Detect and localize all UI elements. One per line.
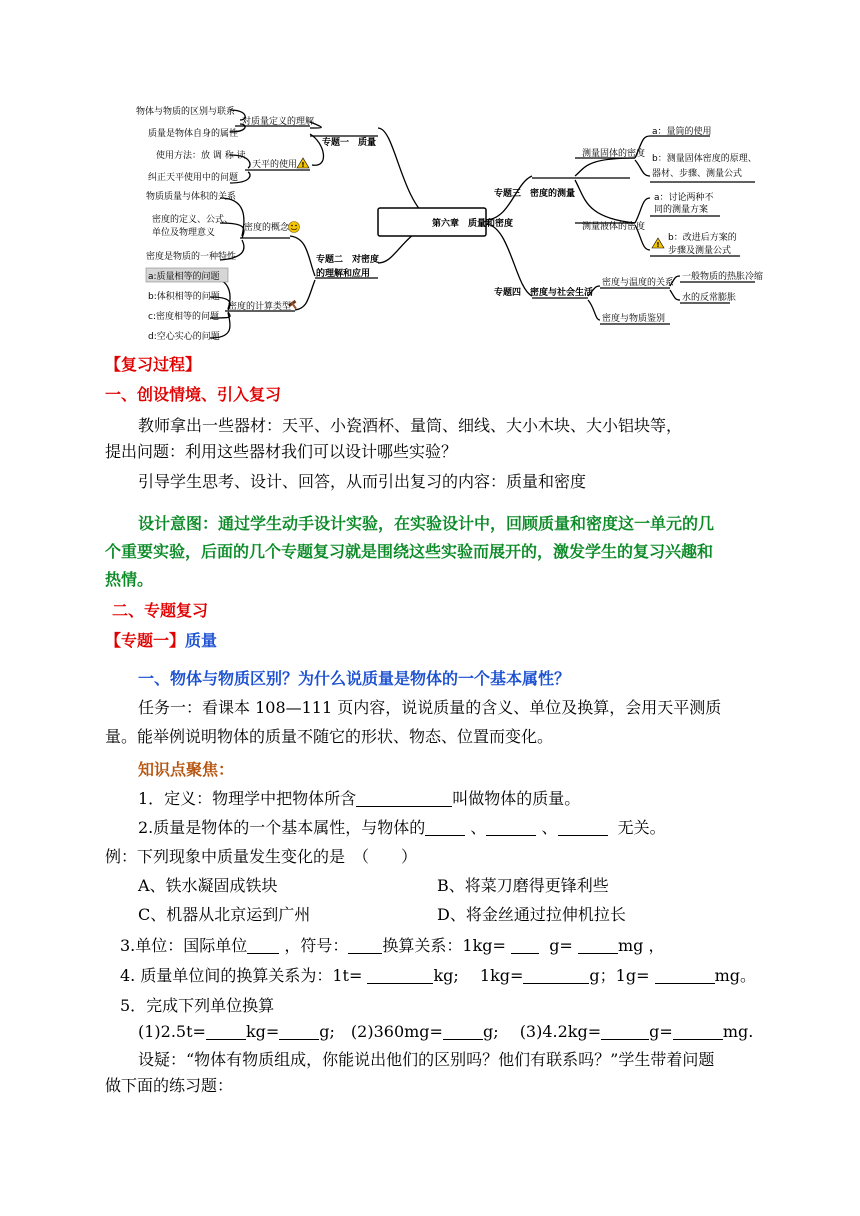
blank-field[interactable] xyxy=(655,967,715,984)
separator: 、 xyxy=(541,818,558,837)
separator: 、 xyxy=(470,818,487,837)
svg-text:!: ! xyxy=(301,161,305,169)
example-question: 例：下列现象中质量发生变化的是 （ ） xyxy=(105,847,418,866)
conversion-exercise xyxy=(138,1022,753,1042)
item-text: ，符号： xyxy=(284,936,349,955)
question-prompt: 做下面的练习题： xyxy=(105,1076,234,1095)
item-text: g= xyxy=(549,936,573,955)
item-text: mg. xyxy=(722,1022,754,1041)
topic1-name: 质量 xyxy=(185,631,218,650)
item-text: (1)2.5t= xyxy=(138,1022,206,1041)
warning-icon xyxy=(652,238,664,249)
item-text: g; (2)360mg= xyxy=(319,1022,443,1041)
paragraph: 提出问题：利用这些器材我们可以设计哪些实验？ xyxy=(105,442,458,461)
paragraph: 教师拿出一些器材：天平、小瓷酒杯、量筒、细线、大小木块、大小铝块等， xyxy=(138,416,683,435)
item-text: 换算关系：1kg= xyxy=(382,936,506,955)
item-text: kg= xyxy=(245,1022,280,1041)
option-c: C、机器从北京运到广州 xyxy=(138,905,311,924)
item-text: 1．定义：物理学中把物体所含 xyxy=(138,789,357,808)
item-text: 3.单位：国际单位 xyxy=(120,936,248,955)
item-text: 4. 质量单位间的换算关系为：1t= xyxy=(120,966,363,985)
item-4 xyxy=(120,966,756,986)
topic1-bracket: 【专题一】 xyxy=(105,631,186,650)
blank-field[interactable] xyxy=(601,1023,649,1040)
item-5: 5．完成下列单位换算 xyxy=(120,996,275,1015)
mindmap-t4-ident: 密度与物质鉴别 xyxy=(602,314,666,324)
mindmap-leaf: 器材、步骤、测量公式 xyxy=(652,169,743,179)
blank-field[interactable] xyxy=(206,1023,246,1040)
mindmap-t4-temp: 密度与温度的关系 xyxy=(602,278,675,288)
design-intent xyxy=(105,510,765,594)
blank-field[interactable] xyxy=(425,819,465,836)
mindmap-leaf: a：量筒的使用 xyxy=(652,127,712,137)
mindmap-t2-calc: 密度的计算类型 xyxy=(228,302,292,312)
mindmap-t3-liquid: 测量液体的密度 xyxy=(582,222,646,232)
blank-field[interactable] xyxy=(279,1023,319,1040)
design-intent-line: 个重要实验，后面的几个专题复习就是围绕这些实验而展开的，激发学生的复习兴趣和 xyxy=(105,542,714,561)
warning-icon xyxy=(297,158,309,169)
item-3 xyxy=(120,936,664,956)
mindmap-topic3: 专题三 密度的测量 xyxy=(494,189,576,199)
blank-field[interactable] xyxy=(367,967,433,984)
mindmap-topic2-line2: 的理解和应用 xyxy=(316,269,371,279)
mindmap-leaf: b:体积相等的问题 xyxy=(148,292,220,302)
mindmap-leaf: a:质量相等的问题 xyxy=(148,272,220,282)
mindmap-leaf: c:密度相等的问题 xyxy=(148,312,219,322)
item-text: 叫做物体的质量。 xyxy=(452,789,581,808)
item-text: mg。 xyxy=(714,966,757,985)
mind-map xyxy=(130,98,770,353)
item-text: 无关。 xyxy=(617,818,666,837)
blank-field[interactable] xyxy=(443,1023,483,1040)
mindmap-t1-balance: 天平的使用 xyxy=(252,160,298,170)
topic1-heading xyxy=(105,631,217,651)
mindmap-leaf: 物体与物质的区别与联系 xyxy=(136,107,236,117)
mindmap-leaf: b：改进后方案的 xyxy=(668,233,737,243)
mindmap-center: 第六章 质量和密度 xyxy=(432,219,514,229)
mindmap-leaf: 质量是物体自身的属性 xyxy=(148,129,239,139)
mindmap-topic1: 专题一 质量 xyxy=(322,138,377,148)
item-text: 2.质量是物体的一个基本属性，与物体的 xyxy=(138,818,426,837)
mindmap-leaf: 使用方法：放 调 称 读 xyxy=(156,151,246,161)
mindmap-leaf: d:空心实心的问题 xyxy=(148,332,220,342)
blank-field[interactable] xyxy=(578,937,618,954)
mindmap-leaf: a：讨论两种不 xyxy=(654,193,714,203)
mindmap-t1-def: 对质量定义的理解 xyxy=(242,117,315,127)
blank-field[interactable] xyxy=(511,937,539,954)
blank-field[interactable] xyxy=(523,967,589,984)
item-text: g; (3)4.2kg= xyxy=(482,1022,602,1041)
mindmap-t3-solid: 测量固体的密度 xyxy=(582,149,646,159)
item-text: g；1g= xyxy=(589,966,650,985)
mindmap-leaf: 单位及物理意义 xyxy=(152,228,216,238)
section-2-title: 二、专题复习 xyxy=(112,601,209,620)
blank-field[interactable] xyxy=(558,819,608,836)
mindmap-leaf: 同的测量方案 xyxy=(654,205,709,215)
review-heading: 【复习过程】 xyxy=(105,355,202,374)
mindmap-t2-concept: 密度的概念 xyxy=(244,223,290,233)
item-text: kg; 1kg= xyxy=(433,966,524,985)
question-prompt: 设疑：“物体有物质组成，你能说出他们的区别吗？他们有联系吗？”学生带着问题 xyxy=(138,1050,715,1069)
smiley-icon xyxy=(289,222,300,233)
option-d: D、将金丝通过拉伸机拉长 xyxy=(437,905,626,924)
mindmap-leaf: 一般物质的热胀冷缩 xyxy=(682,272,764,282)
mindmap-topic4: 专题四 密度与社会生活 xyxy=(494,288,594,298)
question-title: 一、物体与物质区别？为什么说质量是物体的一个基本属性？ xyxy=(138,669,571,688)
mindmap-leaf: 密度是物质的一种特性 xyxy=(146,252,237,262)
svg-text:!: ! xyxy=(656,241,660,249)
item-text: g= xyxy=(649,1022,673,1041)
mindmap-leaf: 密度的定义、公式、 xyxy=(152,215,234,225)
task-text: 量。能举例说明物体的质量不随它的形状、物态、位置而变化。 xyxy=(105,727,554,746)
mindmap-leaf: 水的反常膨胀 xyxy=(682,293,737,303)
blank-field[interactable] xyxy=(247,937,279,954)
task-text: 任务一：看课本 108—111 页内容，说说质量的含义、单位及换算，会用天平测质 xyxy=(138,698,722,717)
option-b: B、将菜刀磨得更锋利些 xyxy=(437,876,609,895)
mindmap-leaf: 物质质量与体积的关系 xyxy=(146,192,237,202)
focus-heading: 知识点聚焦： xyxy=(138,760,235,779)
section-1-title: 一、创设情境、引入复习 xyxy=(105,385,282,404)
mindmap-leaf: 纠正天平使用中的问题 xyxy=(148,173,239,183)
paragraph: 引导学生思考、设计、回答，从而引出复习的内容：质量和密度 xyxy=(138,472,587,491)
mindmap-topic2: 专题二 对密度 xyxy=(316,255,380,265)
blank-field[interactable] xyxy=(486,819,536,836)
design-intent-line: 热情。 xyxy=(105,570,154,589)
design-intent-line: 设计意图：通过学生动手设计实验，在实验设计中，回顾质量和密度这一单元的几 xyxy=(138,514,715,533)
blank-field[interactable] xyxy=(356,790,452,807)
mindmap-leaf: 步骤及测量公式 xyxy=(668,246,732,256)
option-a: A、铁水凝固成铁块 xyxy=(138,876,278,895)
item-2 xyxy=(138,818,666,838)
blank-field[interactable] xyxy=(673,1023,723,1040)
blank-field[interactable] xyxy=(348,937,382,954)
item-text: mg ， xyxy=(617,936,665,955)
mindmap-leaf: b：测量固体密度的原理、 xyxy=(652,154,757,164)
item-1 xyxy=(138,789,580,809)
